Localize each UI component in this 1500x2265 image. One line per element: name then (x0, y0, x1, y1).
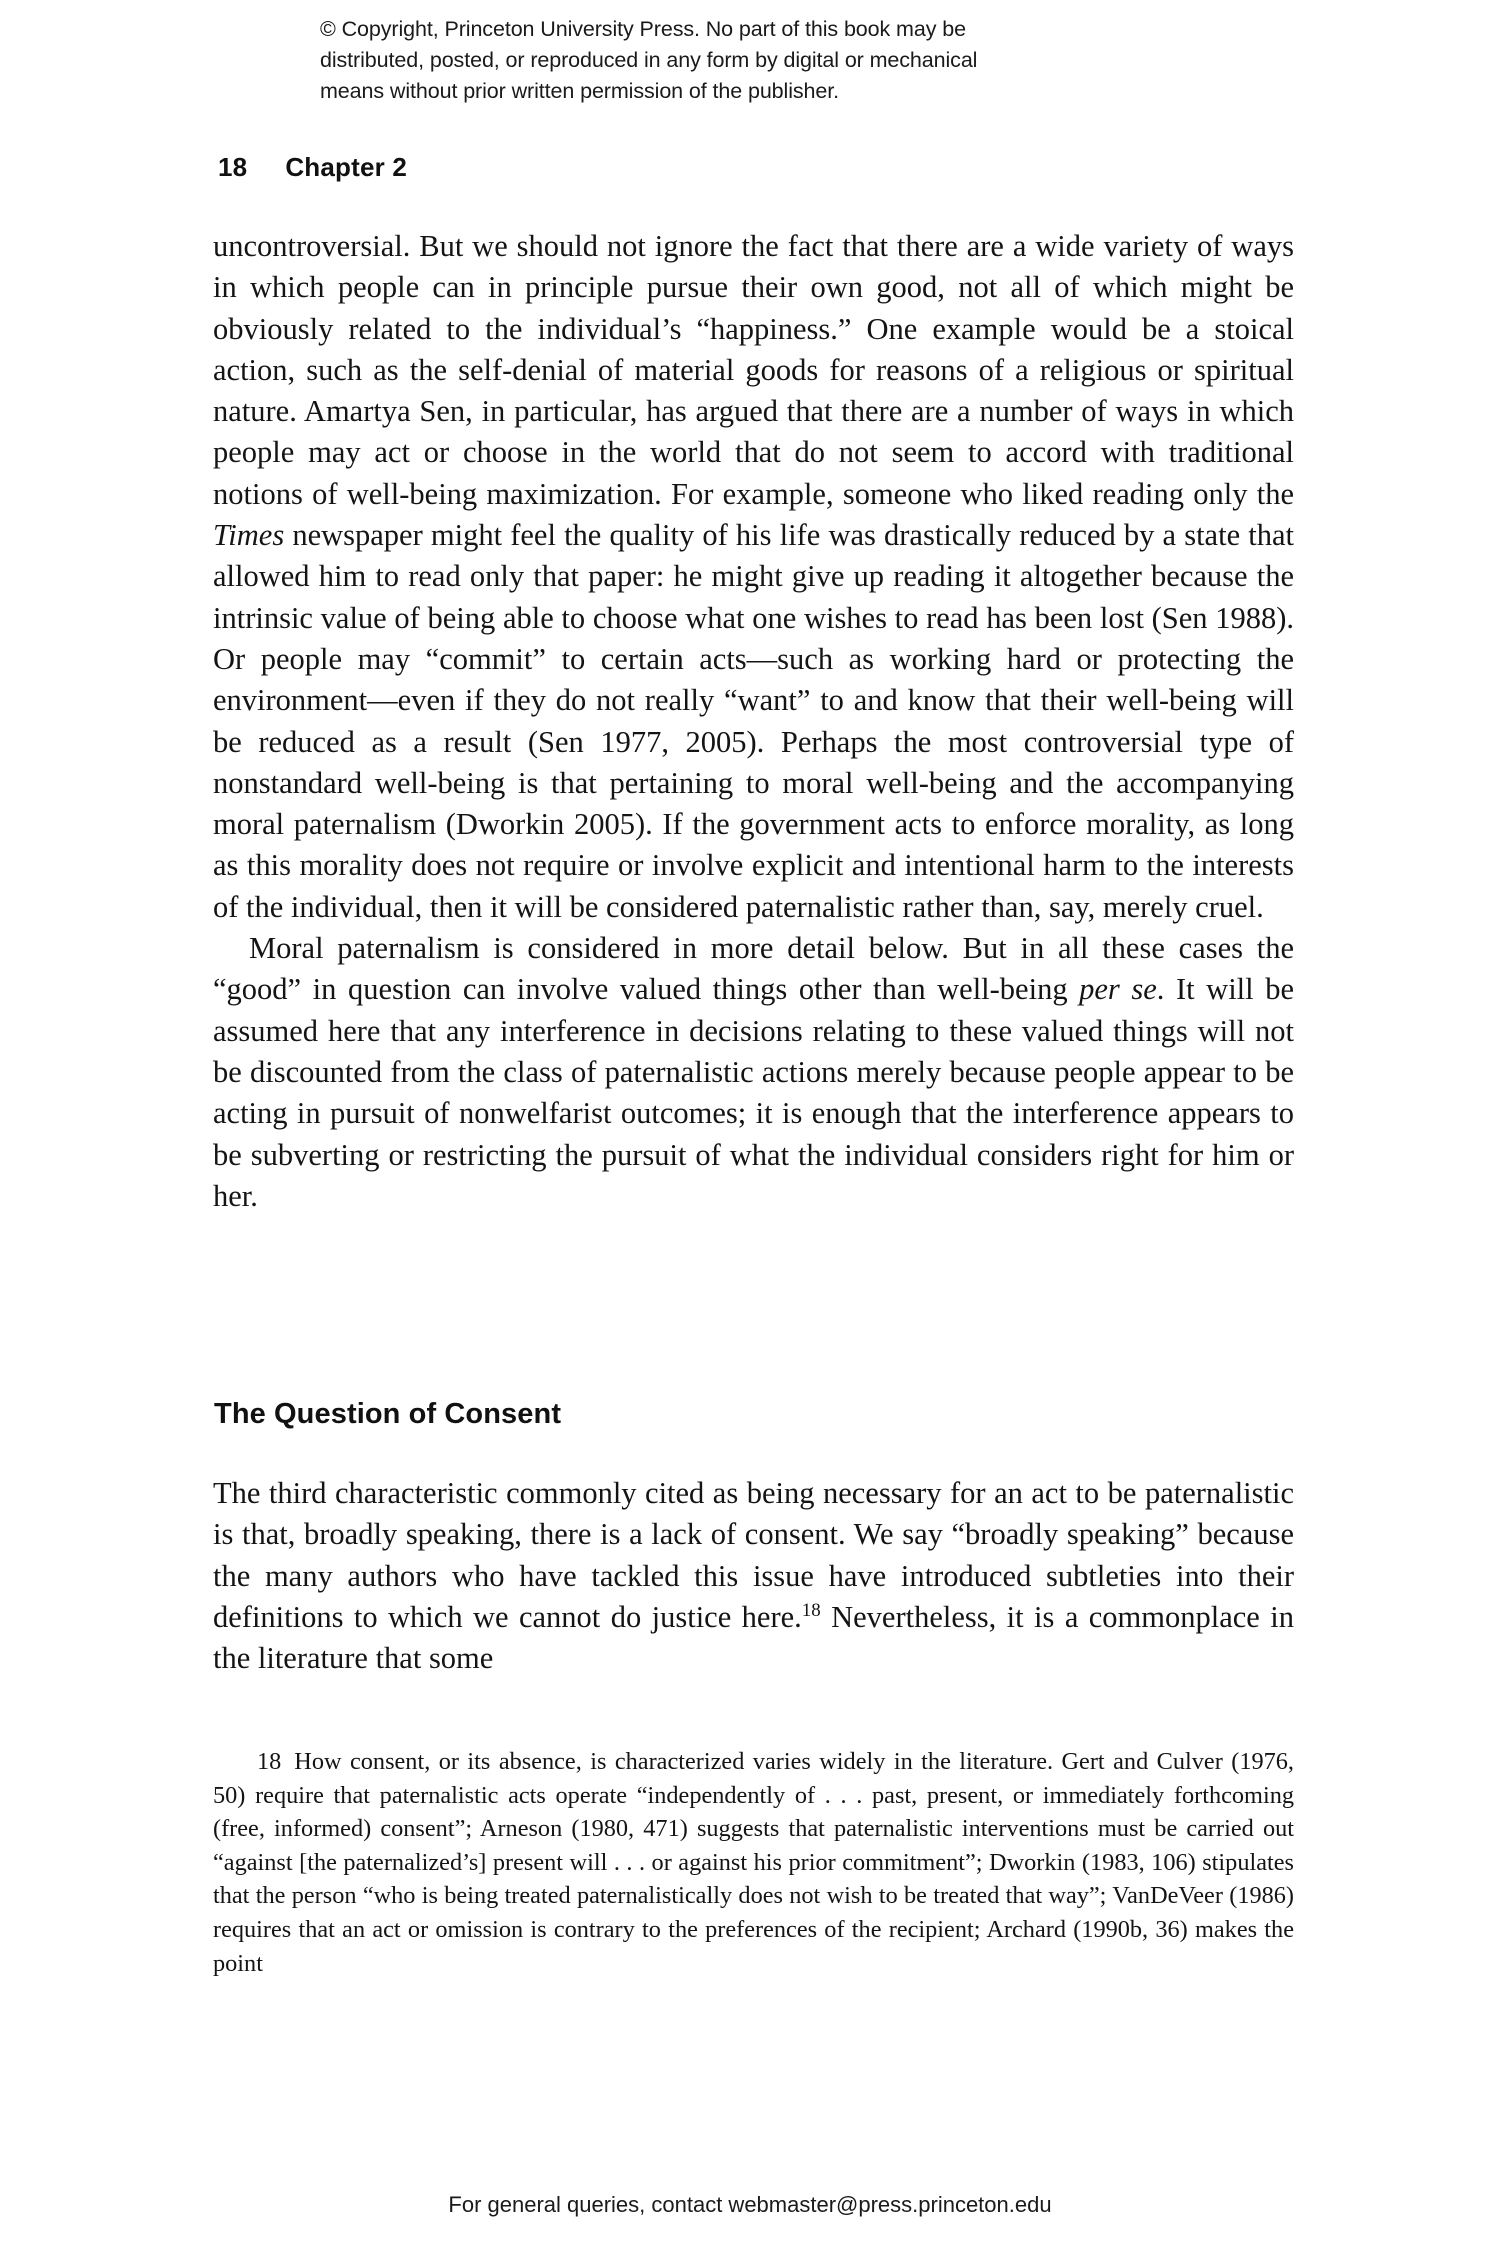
paragraph-1-italic-times: Times (213, 518, 285, 553)
section-heading: The Question of Consent (214, 1398, 562, 1430)
body-text (213, 226, 1294, 1217)
copyright-line-2: distributed, posted, or reproduced in any form by digital or mechanical (320, 48, 978, 72)
chapter-label: Chapter 2 (285, 152, 408, 182)
section-paragraph (213, 1473, 1294, 1679)
copyright-line-1: © Copyright, Princeton University Press. No part of this book may be (320, 17, 966, 41)
footnote-text: How consent, or its absence, is characterized varies widely in the literature. Gert and Culver (1976, 50) require that paternalistic acts operate “independently of . . . past, present, or immediately forthcoming (free, informed) consent”; Arneson (1980, 471) suggests that paternalistic interventions must be carried out “against [the paternalized’s] present will . . . or against his prior commitment”; Dworkin (1983, 106) stipulates that the person “who is being treated paternalistically does not wish to be treated that way”; VanDeVeer (1986) requires that an act or omission is contrary to the preferences of the recipient; Archard (1990b, 36) makes the point (213, 1748, 1294, 1977)
running-head (218, 152, 407, 183)
copyright-notice (320, 14, 1160, 107)
paragraph-1-text-a: uncontroversial. But we should not ignore the fact that there are a wide variety of ways in which people can in principle pursue their own good, not all of which might be obviously related to the individual’s “happiness.” One example would be a stoical action, such as the self-denial of material goods for reasons of a religious or spiritual nature. Amartya Sen, in particular, has argued that there are a number of ways in which people may act or choose in the world that do not seem to accord with traditional notions of well-being maximization. For example, someone who liked reading only the (213, 229, 1294, 511)
copyright-line-3: means without prior written permission of the publisher. (320, 79, 840, 103)
footnote-block (213, 1745, 1294, 1980)
paragraph-2 (213, 928, 1294, 1217)
section-paragraph-text-b: Nevertheless, it is a commonplace in the literature that some (213, 1599, 1294, 1676)
paragraph-continuation (213, 226, 1294, 928)
page-footer: For general queries, contact webmaster@press.princeton.edu (448, 2192, 1052, 2217)
paragraph-2-text-b: . It will be assumed here that any interference in decisions relating to these valued things will not be discounted from the class of paternalistic actions merely because people appear to be acting in pursuit of nonwelfarist outcomes; it is enough that the interference appears to be subverting or restricting the pursuit of what the individual considers right for him or her. (213, 972, 1294, 1213)
paragraph-1-text-b: newspaper might feel the quality of his life was drastically reduced by a state that allowed him to read only that paper: he might give up reading it altogether because the intrinsic value of being able to choose what one wishes to read has been lost (Sen 1988). Or people may “commit” to certain acts—such as working hard or protecting the environment—even if they do not really “want” to and know that their well-being will be reduced as a result (Sen 1977, 2005). Perhaps the most controversial type of nonstandard well-being is that pertaining to moral well-being and the accompanying moral paternalism (Dworkin 2005). If the government acts to enforce morality, as long as this morality does not require or involve explicit and intentional harm to the interests of the individual, then it will be considered paternalistic rather than, say, merely cruel. (213, 518, 1294, 924)
section-body-text (213, 1473, 1294, 1679)
footnote-marker-18[interactable]: 18 (801, 1599, 821, 1621)
paragraph-2-italic-per-se: per se (1079, 972, 1157, 1007)
footnote-number: 18 (257, 1748, 282, 1775)
page-number: 18 (218, 152, 248, 182)
section-paragraph-text-a: The third characteristic commonly cited as being necessary for an act to be paternalistic is that, broadly speaking, there is a lack of consent. We say “broadly speaking” because the many authors who have tackled this issue have introduced subtleties into their definitions to which we cannot do justice here. (213, 1476, 1294, 1634)
footnote-18 (213, 1745, 1294, 1980)
paragraph-2-text-a: Moral paternalism is considered in more detail below. But in all these cases the “good” in question can involve valued things other than well-being (213, 931, 1294, 1007)
